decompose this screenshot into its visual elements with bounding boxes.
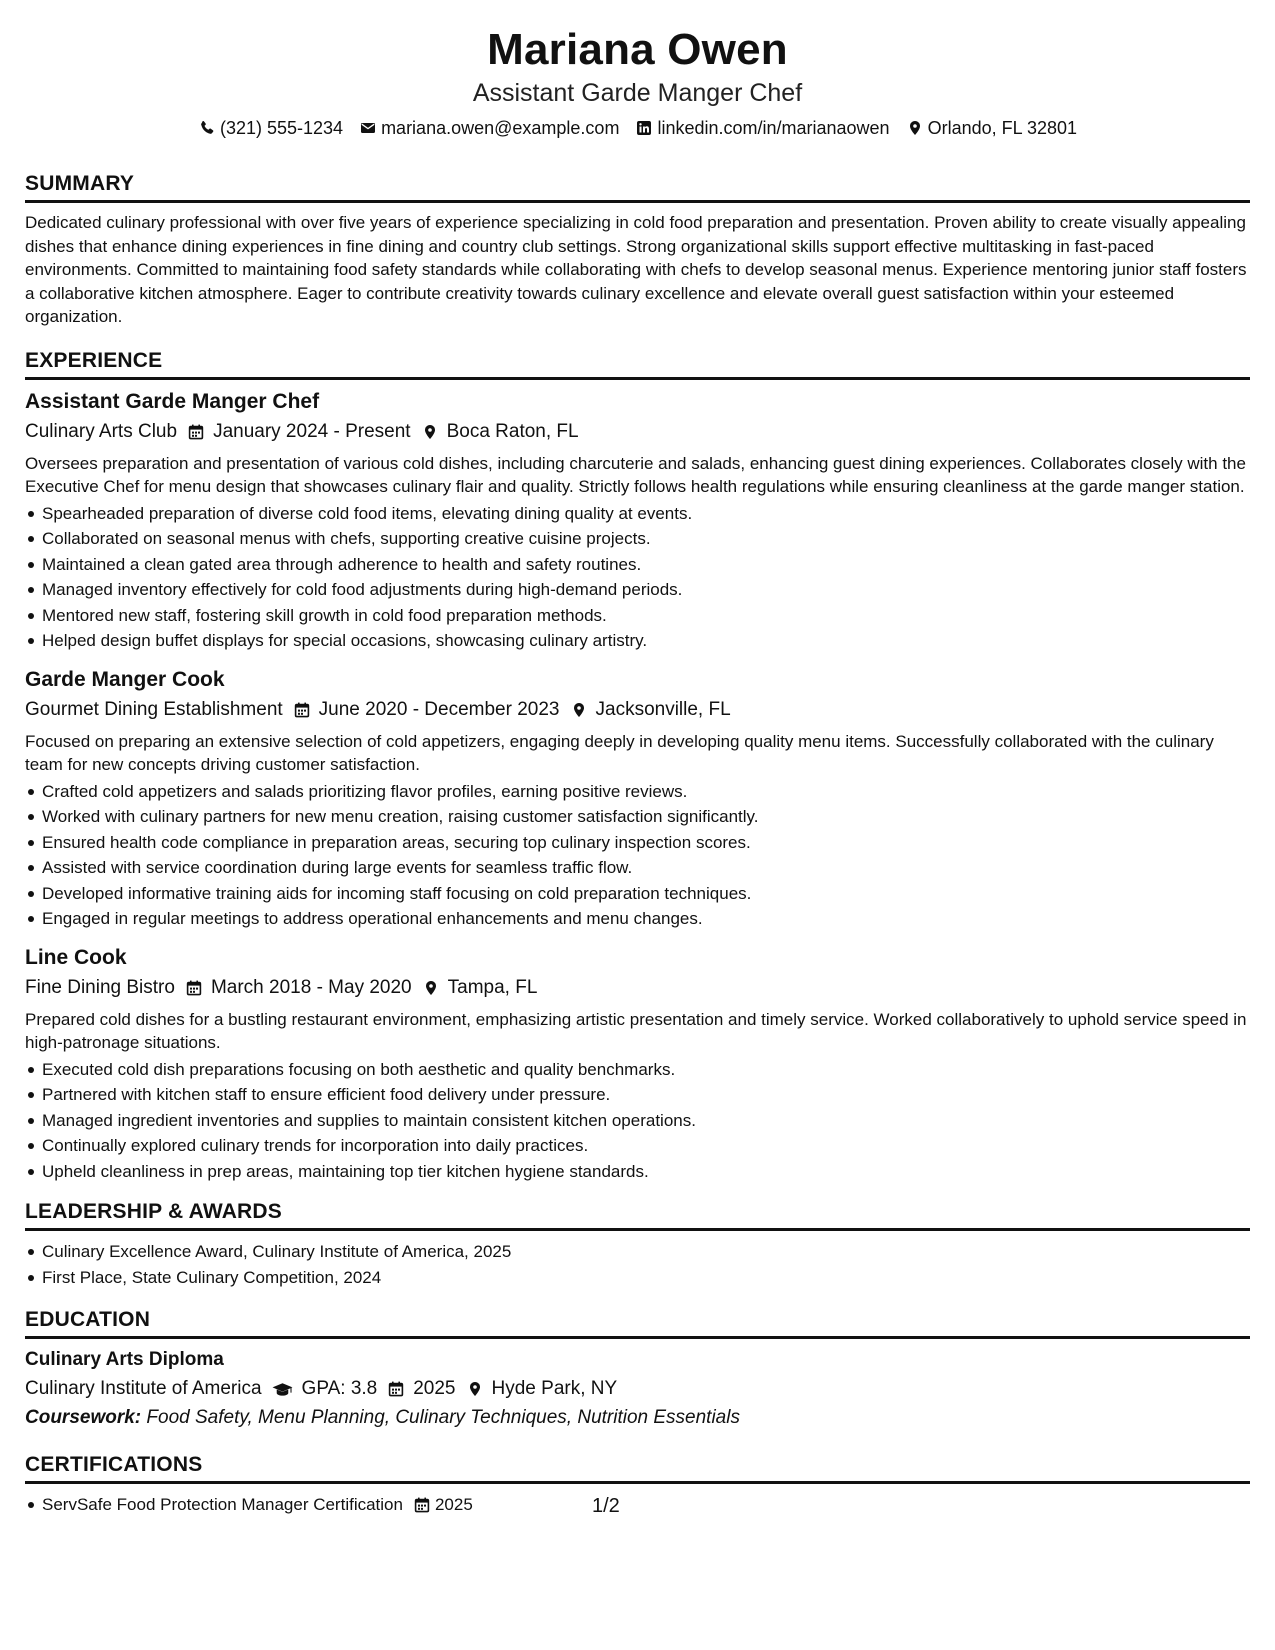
- job-bullet: Collaborated on seasonal menus with chefs, supporting creative cuisine projects.: [25, 526, 1250, 552]
- gpa-item: [272, 1375, 378, 1403]
- job-location-text: Jacksonville, FL: [595, 698, 731, 720]
- calendar-icon: [185, 979, 203, 997]
- job-bullet: Mentored new staff, fostering skill growth in cold food preparation methods.: [25, 603, 1250, 629]
- education-location-item: [466, 1375, 618, 1403]
- job-dates-text: March 2018 - May 2020: [210, 976, 412, 998]
- calendar-icon: [187, 423, 205, 441]
- company-name: Gourmet Dining Establishment: [25, 698, 283, 720]
- award-item: First Place, State Culinary Competition, 2024: [25, 1265, 1250, 1291]
- job-bullet: Developed informative training aids for incoming staff focusing on cold preparation techniques.: [25, 881, 1250, 907]
- calendar-icon: [387, 1380, 405, 1398]
- coursework-text: Food Safety, Menu Planning, Culinary Techniques, Nutrition Essentials: [146, 1407, 740, 1428]
- job-bullet: Ensured health code compliance in preparation areas, securing top culinary inspection scores.: [25, 830, 1250, 856]
- company-name: Fine Dining Bistro: [25, 976, 175, 998]
- degree-title: Culinary Arts Diploma: [25, 1349, 224, 1370]
- map-pin-icon: [422, 979, 440, 997]
- job-description: Focused on preparing an extensive selection of cold appetizers, engaging deeply in developing quality menu items. Successfully collaborated with the culinary team for new concepts driving customer satisfaction.: [25, 731, 1214, 774]
- job-bullet: Helped design buffet displays for special occasions, showcasing culinary artistry.: [25, 628, 1250, 654]
- contact-linkedin[interactable]: [635, 116, 889, 140]
- job-bullet: Engaged in regular meetings to address operational enhancements and menu changes.: [25, 906, 1250, 932]
- certifications-heading: CERTIFICATIONS: [25, 1451, 1250, 1484]
- experience-heading: EXPERIENCE: [25, 347, 1250, 380]
- school-name: Culinary Institute of America: [25, 1378, 262, 1399]
- graduation-cap-icon: [272, 1380, 294, 1398]
- certification-row: [42, 1492, 1250, 1518]
- job-bullet: Upheld cleanliness in prep areas, maintaining top tier kitchen hygiene standards.: [25, 1159, 1250, 1185]
- map-pin-icon: [421, 423, 439, 441]
- gpa-text: GPA: 3.8: [301, 1378, 378, 1399]
- job-description: Oversees preparation and presentation of various cold dishes, including charcuterie and salads, enhancing guest dining experiences. Collaborates closely with the Executive Chef for menu design that showcases culinary flair and quality. Strictly follows health regulations while ensuring cleanliness at the garde manger station.: [25, 453, 1246, 496]
- education-meta: [25, 1375, 1250, 1403]
- calendar-icon: [293, 701, 311, 719]
- job-dates: [185, 974, 412, 1002]
- candidate-name: Mariana Owen: [487, 25, 788, 74]
- job-entry: [25, 666, 1250, 932]
- coursework-line: [25, 1405, 1250, 1431]
- location-text: Orlando, FL 32801: [927, 118, 1078, 138]
- email-text[interactable]: mariana.owen@example.com: [381, 118, 620, 138]
- job-list: [25, 388, 1250, 1185]
- experience-section: [25, 347, 1250, 1185]
- job-bullet: Worked with culinary partners for new menu creation, raising customer satisfaction significantly.: [25, 804, 1250, 830]
- job-bullet: Maintained a clean gated area through adherence to health and safety routines.: [25, 552, 1250, 578]
- education-year-item: [387, 1375, 455, 1403]
- awards-heading: LEADERSHIP & AWARDS: [25, 1198, 1250, 1231]
- education-heading: EDUCATION: [25, 1306, 1250, 1339]
- resume-page: [25, 0, 1250, 1518]
- summary-section: [25, 170, 1250, 329]
- page-number: 1/2: [592, 1495, 620, 1517]
- contact-location: [906, 116, 1077, 140]
- map-pin-icon: [570, 701, 588, 719]
- job-description: Prepared cold dishes for a bustling restaurant environment, emphasizing artistic presentation and timely service. Worked collaboratively to uphold service speed in high-patronage situations.: [25, 1009, 1247, 1052]
- map-pin-icon: [906, 119, 924, 137]
- certification-date: [413, 1492, 473, 1518]
- education-year: 2025: [413, 1378, 456, 1399]
- contact-email[interactable]: [359, 116, 619, 140]
- job-dates: [187, 418, 411, 446]
- calendar-icon: [413, 1496, 431, 1514]
- job-meta: [25, 418, 1250, 446]
- job-entry: [25, 388, 1250, 654]
- job-location-text: Boca Raton, FL: [446, 420, 579, 442]
- job-bullet: Managed ingredient inventories and supplies to maintain consistent kitchen operations.: [25, 1108, 1250, 1134]
- job-location: [421, 418, 579, 446]
- job-title: Garde Manger Cook: [25, 667, 225, 691]
- job-meta: [25, 974, 1250, 1002]
- job-bullet: Crafted cold appetizers and salads prioritizing flavor profiles, earning positive reviews.: [25, 779, 1250, 805]
- education-section: [25, 1306, 1250, 1431]
- job-bullets: [25, 1057, 1250, 1185]
- awards-list: [25, 1239, 1250, 1290]
- linkedin-text[interactable]: linkedin.com/in/marianaowen: [657, 118, 890, 138]
- education-location: Hyde Park, NY: [491, 1378, 618, 1399]
- job-bullets: [25, 779, 1250, 932]
- job-bullet: Executed cold dish preparations focusing on both aesthetic and quality benchmarks.: [25, 1057, 1250, 1083]
- job-bullet: Spearheaded preparation of diverse cold food items, elevating dining quality at events.: [25, 501, 1250, 527]
- coursework-label: Coursework:: [25, 1407, 142, 1428]
- job-title: Line Cook: [25, 945, 127, 969]
- certification-year: 2025: [434, 1495, 473, 1514]
- job-bullet: Assisted with service coordination during large events for seamless traffic flow.: [25, 855, 1250, 881]
- job-meta: [25, 696, 1250, 724]
- phone-text: (321) 555-1234: [219, 118, 344, 138]
- map-pin-icon: [466, 1380, 484, 1398]
- summary-text: Dedicated culinary professional with over five years of experience specializing in cold food preparation and presentation. Proven ability to create visually appealing dishes that enhance dining experiences in fine dining and country club settings. Strong organizational skills support effective multitasking in fast-paced environments. Committed to maintaining food safety standards while collaborating with chefs to develop seasonal menus. Experience mentoring junior staff fosters a collaborative kitchen atmosphere. Eager to contribute creativity towards culinary excellence and elevate overall guest satisfaction within your esteemed organization.: [25, 213, 1247, 326]
- job-dates: [293, 696, 560, 724]
- job-bullet: Managed inventory effectively for cold food adjustments during high-demand periods.: [25, 577, 1250, 603]
- envelope-icon: [359, 119, 377, 137]
- job-bullet: Continually explored culinary trends for incorporation into daily practices.: [25, 1133, 1250, 1159]
- company-name: Culinary Arts Club: [25, 420, 178, 442]
- certification-name: ServSafe Food Protection Manager Certification: [42, 1495, 403, 1514]
- award-item: Culinary Excellence Award, Culinary Institute of America, 2025: [25, 1239, 1250, 1265]
- job-location: [570, 696, 731, 724]
- contact-phone: [198, 116, 343, 140]
- candidate-title: Assistant Garde Manger Chef: [472, 79, 803, 107]
- certification-item: [25, 1492, 1250, 1518]
- job-entry: [25, 944, 1250, 1185]
- certifications-list: [25, 1492, 1250, 1518]
- job-location-text: Tampa, FL: [447, 976, 538, 998]
- certifications-section: [25, 1451, 1250, 1518]
- job-location: [422, 974, 538, 1002]
- contact-row: [25, 116, 1250, 140]
- job-dates-text: January 2024 - Present: [213, 420, 411, 442]
- linkedin-icon: [635, 119, 653, 137]
- job-bullet: Partnered with kitchen staff to ensure efficient food delivery under pressure.: [25, 1082, 1250, 1108]
- job-bullets: [25, 501, 1250, 654]
- phone-icon: [198, 119, 216, 137]
- summary-heading: SUMMARY: [25, 170, 1250, 203]
- job-title: Assistant Garde Manger Chef: [25, 389, 320, 413]
- job-dates-text: June 2020 - December 2023: [318, 698, 560, 720]
- awards-section: [25, 1198, 1250, 1290]
